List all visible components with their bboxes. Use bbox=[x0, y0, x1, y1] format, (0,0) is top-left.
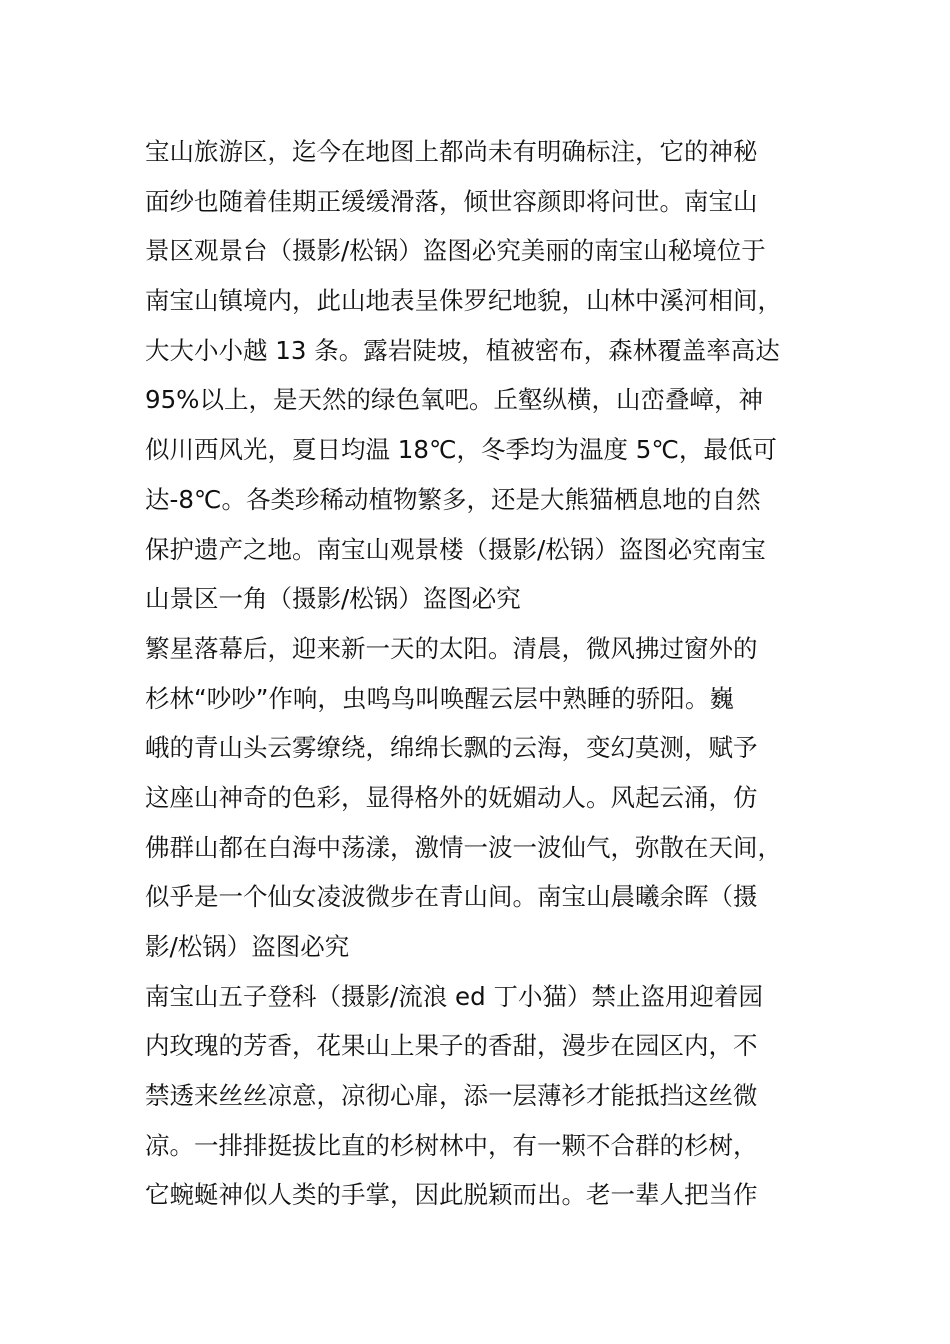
text-line: 保护遗产之地。南宝山观景楼（摄影/松锅）盗图必究南宝 bbox=[145, 534, 766, 564]
text-line: 南宝山镇境内，此山地表呈侏罗纪地貌，山林中溪河相间， bbox=[145, 286, 782, 316]
text-line: 面纱也随着佳期正缓缓滑落，倾世容颜即将问世。南宝山 bbox=[145, 186, 758, 216]
body-text bbox=[145, 127, 815, 1220]
text-line: 内玫瑰的芳香，花果山上果子的香甜，漫步在园区内，不 bbox=[145, 1031, 758, 1061]
text-line: 大大小小越 13 条。露岩陡坡，植被密布，森林覆盖率高达 bbox=[145, 335, 780, 365]
text-line: 这座山神奇的色彩，显得格外的妩媚动人。风起云涌，仿 bbox=[145, 782, 758, 812]
text-line: 杉林“吵吵”作响，虫鸣鸟叫唤醒云层中熟睡的骄阳。巍 bbox=[145, 683, 734, 713]
text-line: 它蜿蜒神似人类的手掌，因此脱颖而出。老一辈人把当作 bbox=[145, 1180, 758, 1210]
text-line: 似乎是一个仙女凌波微步在青山间。南宝山晨曦余晖（摄 bbox=[145, 882, 758, 912]
text-line: 达-8℃。各类珍稀动植物繁多，还是大熊猫栖息地的自然 bbox=[145, 484, 761, 514]
text-line: 山景区一角（摄影/松锅）盗图必究 bbox=[145, 584, 521, 614]
text-line: 繁星落幕后，迎来新一天的太阳。清晨，微风拂过窗外的 bbox=[145, 633, 758, 663]
text-line: 宝山旅游区，迄今在地图上都尚未有明确标注，它的神秘 bbox=[145, 137, 758, 166]
text-line: 景区观景台（摄影/松锅）盗图必究美丽的南宝山秘境位于 bbox=[145, 236, 766, 266]
text-line: 凉。一排排挺拔比直的杉树林中，有一颗不合群的杉树， bbox=[145, 1130, 758, 1160]
text-line: 95%以上，是天然的绿色氧吧。丘壑纵横，山峦叠嶂，神 bbox=[145, 385, 763, 415]
text-line: 峨的青山头云雾缭绕，绵绵长飘的云海，变幻莫测，赋予 bbox=[145, 733, 758, 763]
text-line: 佛群山都在白海中荡漾，激情一波一波仙气，弥散在天间， bbox=[145, 832, 782, 862]
text-line: 禁透来丝丝凉意，凉彻心扉，添一层薄衫才能抵挡这丝微 bbox=[145, 1081, 758, 1111]
text-line: 南宝山五子登科（摄影/流浪 ed 丁小猫）禁止盗用迎着园 bbox=[145, 981, 763, 1011]
text-line: 影/松锅）盗图必究 bbox=[145, 932, 350, 961]
text-line: 似川西风光，夏日均温 18℃，冬季均为温度 5℃，最低可 bbox=[145, 435, 777, 465]
